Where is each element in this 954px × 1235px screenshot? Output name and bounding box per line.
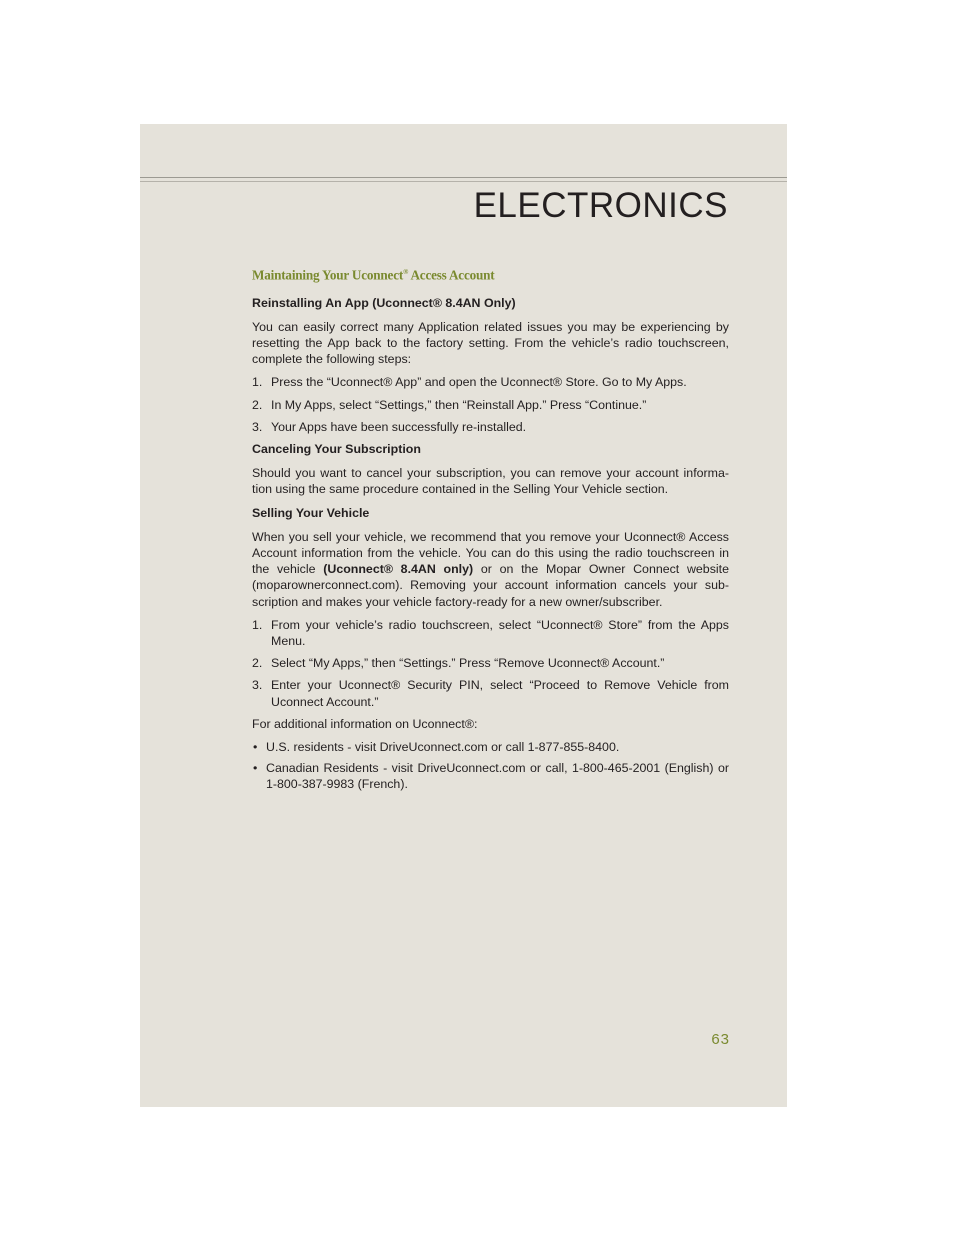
step-number: 2. [252, 397, 263, 412]
section-title: ELECTRONICS [473, 186, 728, 225]
list-item [252, 760, 729, 792]
registered-mark: ® [403, 268, 409, 276]
selling-heading: Selling Your Vehicle [252, 505, 370, 520]
list-item [252, 397, 729, 413]
step-text: Press the “Uconnect® App” and open the Uconnect® Store. Go to My Apps. [271, 375, 687, 390]
step-text: From your vehicle’s radio touchscreen, select “Uconnect® Store” from the Apps Menu. [271, 617, 729, 649]
reinstall-steps [252, 374, 729, 435]
header-rule-secondary [140, 181, 787, 182]
info-item-text: U.S. residents - visit DriveUconnect.com or call 1-877-855-8400. [266, 740, 620, 755]
reinstall-heading: Reinstalling An App (Uconnect® 8.4AN Only) [252, 295, 516, 310]
selling-text-bold: (Uconnect® 8.4AN only) [323, 562, 474, 577]
selling-steps [252, 617, 729, 710]
info-list [252, 739, 729, 793]
list-item [252, 374, 729, 390]
section-heading-main: Maintaining Your Uconnect [252, 267, 404, 283]
step-number: 2. [252, 656, 263, 671]
list-item [252, 617, 729, 649]
step-number: 3. [252, 419, 263, 434]
step-text: Enter your Uconnect® Security PIN, select “Proceed to Remove Vehicle from Uconnect Account.” [271, 678, 729, 709]
step-text: Your Apps have been successfully re-installed. [271, 419, 527, 434]
list-item [252, 655, 729, 671]
header-rule [140, 177, 787, 178]
list-item [252, 739, 729, 755]
step-number: 1. [252, 375, 263, 390]
selling-text-b: or on the Mopar Owner Connect website (moparownerconnect.com). Removing your account information cancels your sub-scription and makes your vehicle factory-ready for a new owner/subscriber. [252, 562, 729, 609]
step-number: 1. [252, 617, 263, 632]
info-item-text: Canadian Residents - visit DriveUconnect.com or call, 1-800-465-2001 (English) or 1-800-387-9983 (French). [266, 761, 729, 792]
cancel-heading: Canceling Your Subscription [252, 442, 421, 457]
section-heading [252, 264, 729, 284]
manual-page [140, 124, 787, 1107]
step-text: In My Apps, select “Settings,” then “Reinstall App.” Press “Continue.” [271, 397, 647, 412]
step-number: 3. [252, 678, 263, 693]
selling-text-a: When you sell your vehicle, we recommend that you remove your Uconnect® Access Account information from the vehicle. You can do this using the radio touchscreen in the vehicle [252, 529, 729, 577]
selling-text [252, 529, 729, 610]
list-item [252, 677, 729, 709]
cancel-text: Should you want to cancel your subscription, you can remove your account informa-tion using the same procedure contained in the Selling Your Vehicle section. [252, 466, 729, 497]
page-content [252, 264, 729, 798]
section-heading-tail: Access Account [408, 267, 495, 283]
info-intro: For additional information on Uconnect®: [252, 716, 478, 731]
reinstall-intro: You can easily correct many Application related issues you may be experiencing by resetting the App back to the factory setting. From the vehicle’s radio touchscreen, complete the following steps: [252, 319, 729, 367]
step-text: Select “My Apps,” then “Settings.” Press “Remove Uconnect® Account.” [271, 656, 665, 671]
list-item [252, 419, 729, 435]
bullet-icon: • [253, 761, 258, 776]
page-number: 63 [711, 1031, 730, 1048]
bullet-icon: • [253, 740, 258, 755]
